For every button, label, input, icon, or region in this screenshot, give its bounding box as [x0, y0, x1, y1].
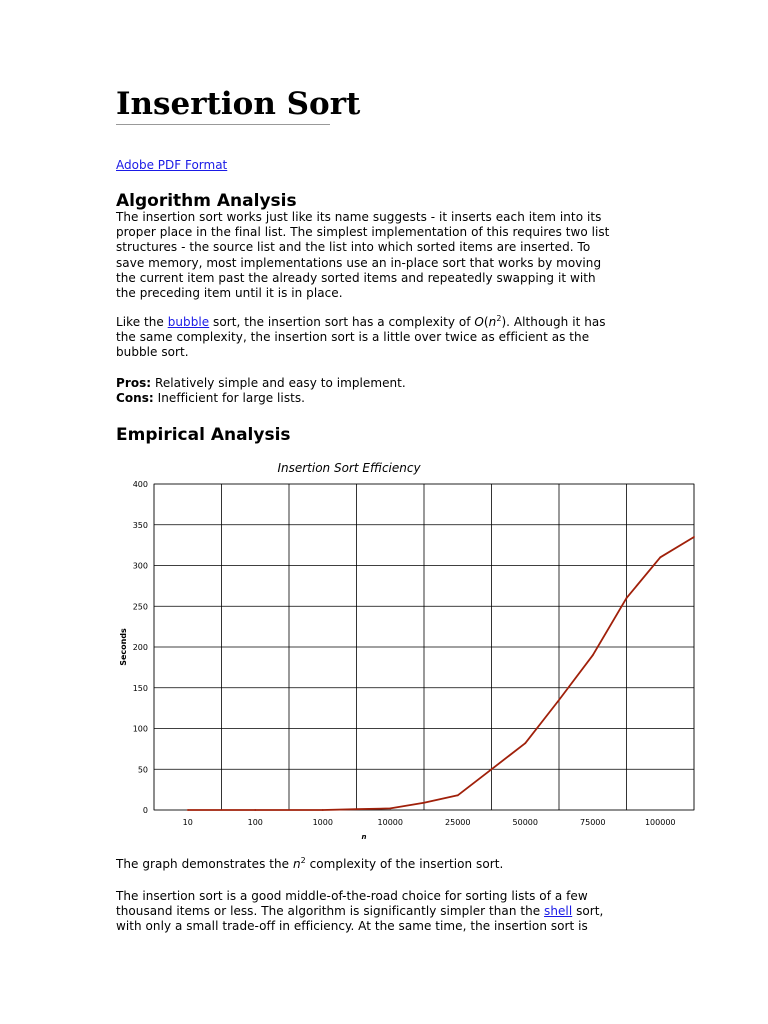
pros-line: Pros: Relatively simple and easy to implement. [116, 376, 406, 390]
shell-sort-link[interactable]: shell [544, 904, 573, 919]
x-tick-label: 100000 [644, 818, 676, 827]
paragraph-line: the preceding item until it is in place. [116, 286, 343, 301]
paragraph-line: bubble sort. [116, 345, 189, 360]
data-point [187, 809, 189, 811]
efficiency-chart [112, 455, 712, 845]
x-tick-label: 1000 [312, 818, 333, 827]
page-title: Insertion Sort [116, 86, 361, 122]
pros-cons [116, 376, 656, 406]
data-point [389, 807, 391, 809]
x-tick-label: 100 [247, 818, 263, 827]
paragraph-line: with only a small trade-off in efficiency. At the same time, the insertion sort is [116, 919, 588, 934]
data-point [558, 699, 560, 701]
paragraph-line: structures - the source list and the list into which sorted items are inserted. To [116, 240, 591, 255]
conclusion-paragraph [116, 889, 656, 935]
x-tick-label: 50000 [512, 818, 538, 827]
paragraph-line: the current item past the already sorted items and repeatedly swapping it with [116, 270, 596, 285]
y-tick-label: 0 [142, 806, 148, 815]
data-point [322, 809, 324, 811]
y-tick-label: 200 [132, 643, 148, 652]
data-point [693, 536, 695, 538]
title-underline [116, 124, 330, 125]
data-point [659, 556, 661, 558]
empirical-analysis-heading: Empirical Analysis [116, 425, 291, 445]
y-tick-label: 250 [132, 602, 148, 612]
x-tick-label: 10000 [377, 818, 403, 827]
data-point [457, 794, 459, 796]
y-tick-label: 50 [137, 765, 148, 775]
algorithm-paragraph [116, 210, 656, 301]
x-tick-label: 75000 [580, 818, 606, 827]
paragraph-line: The insertion sort works just like its name suggests - it inserts each item into its [116, 210, 602, 224]
x-axis-label: n [361, 833, 367, 841]
y-tick-label: 350 [132, 520, 148, 530]
data-point [254, 809, 256, 811]
paragraph-line: Like the bubble sort, the insertion sort has a complexity of $O(n^2)$. Although it has [116, 314, 606, 329]
x-tick-label: 10 [182, 818, 193, 827]
paragraph-line: the same complexity, the insertion sort is a little over twice as efficient as the [116, 330, 590, 345]
bubble-sort-link[interactable]: bubble [167, 315, 210, 329]
y-tick-label: 100 [132, 724, 148, 734]
paragraph-line: save memory, most implementations use an in-place sort that works by moving [116, 255, 602, 270]
data-point [356, 808, 358, 810]
adobe-pdf-link[interactable]: Adobe PDF Format [116, 158, 228, 172]
paragraph-line: The insertion sort is a good middle-of-the-road choice for sorting lists of a few [116, 889, 588, 903]
graph-caption: The graph demonstrates the $n^2$ complexity of the insertion sort. [116, 856, 504, 871]
paragraph-line: thousand items or less. The algorithm is significantly simpler than the shell sort, [116, 904, 604, 919]
data-point [423, 802, 425, 804]
data-point [626, 597, 628, 599]
chart-title: Insertion Sort Efficiency [277, 461, 421, 475]
y-tick-label: 150 [132, 683, 148, 693]
y-tick-label: 400 [132, 480, 148, 489]
paragraph-line: proper place in the final list. The simplest implementation of this requires two list [116, 225, 610, 240]
algorithm-analysis-heading: Algorithm Analysis [116, 191, 297, 211]
data-point [491, 768, 493, 770]
complexity-paragraph [116, 315, 656, 361]
data-point [524, 742, 526, 744]
x-tick-label: 25000 [445, 818, 471, 827]
data-point [592, 654, 594, 656]
cons-line: Cons: Inefficient for large lists. [116, 391, 306, 406]
y-tick-label: 300 [132, 561, 148, 571]
y-axis-label: Seconds [119, 628, 128, 666]
